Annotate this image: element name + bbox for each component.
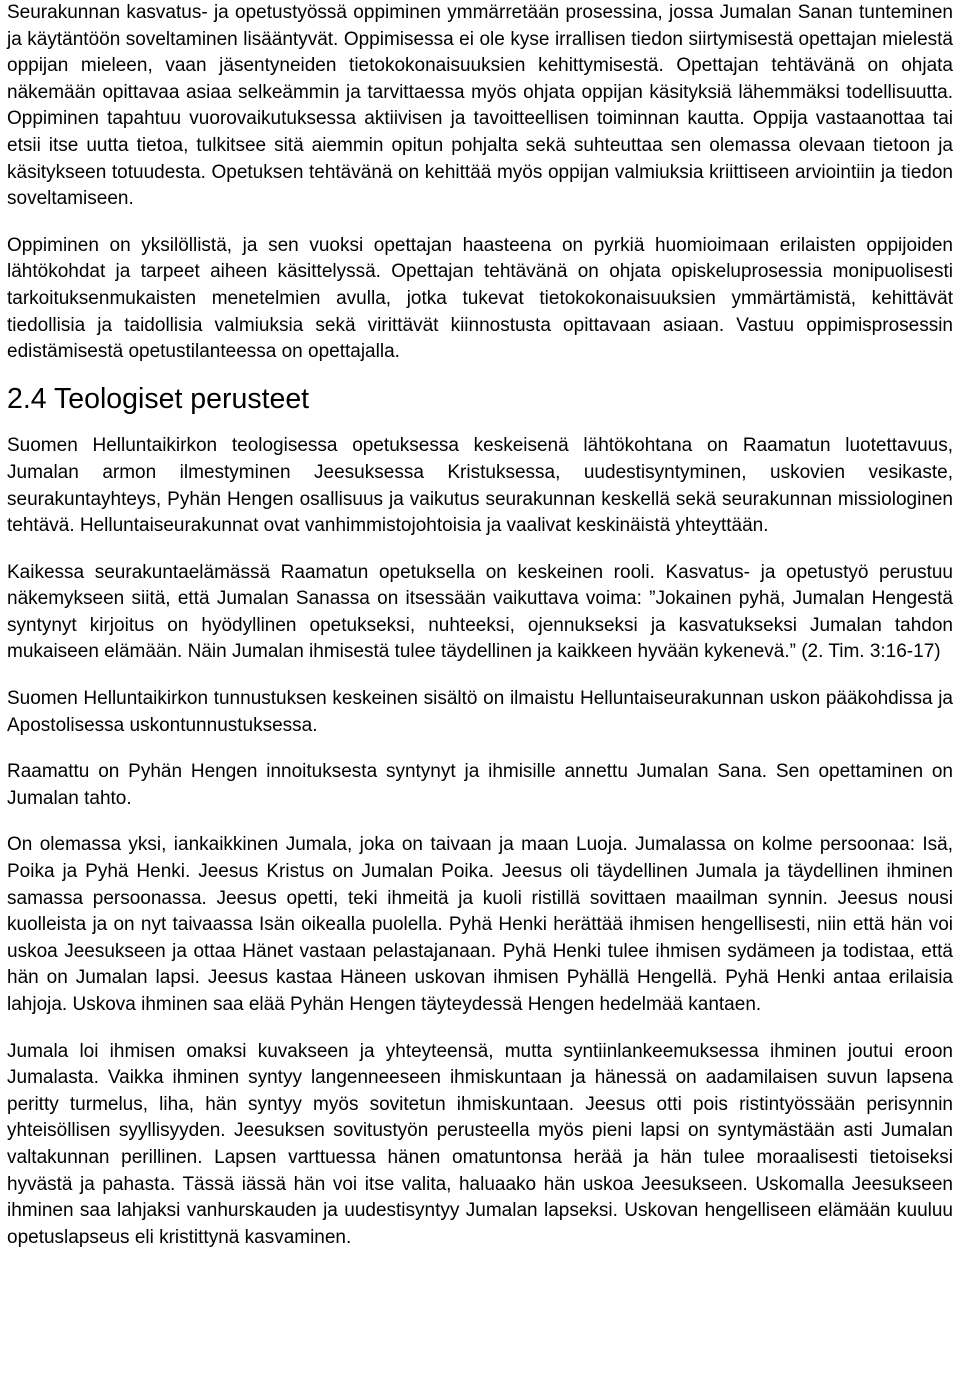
paragraph-individual-learning: Oppiminen on yksilöllistä, ja sen vuoksi opettajan haasteena on pyrkiä huomioimaan erilaisten oppijoiden lähtökohdat ja tarpeet aiheen käsittelyssä. Opettajan tehtävänä on ohjata opiskeluprosessia monipuolisesti tarkoituksenmukaisten menetelmien avulla, jotka tukevat tietokokonaisuuksien ymmärtämistä, kehittävät tiedollisia ja taidollisia valmiuksia sekä virittävät kiinnostusta opittavaan asiaan. Vastuu oppimisprosessin edistämisestä opetustilanteessa on opettajalla. [7,234,953,363]
paragraph-theological-teaching: Suomen Helluntaikirkon teologisessa opetuksessa keskeisenä lähtökohtana on Raamatun luotettavuus, Jumalan armon ilmestyminen Jeesuksessa Kristuksessa, uudestisyntyminen, uskovien vesikaste, seurakuntayhteys, Pyhän Hengen osallisuus ja vaikutus seurakunnan keskellä sekä seurakunnan missiologinen tehtävä. Helluntaiseurakunnat ovat vanhimmistojohtoisia ja vaalivat keskinäistä yhteyttään. [7,435,953,537]
paragraph-trinity: On olemassa yksi, iankaikkinen Jumala, joka on taivaan ja maan Luoja. Jumalassa on kolme persoonaa: Isä, Poika ja Pyhä Henki. Jeesus Kristus on Jumalan Poika. Jeesus oli täydellinen Jumala ja täydellinen ihminen samassa persoonassa. Jeesus opetti, teki ihmeitä ja kuoli ristillä sovittaen maailman synnin. Jeesus nousi kuolleista ja on nyt taivaassa Isän oikealla puolella. Pyhä Henki herättää ihmisen hengellisesti, niin että hän voi uskoa Jeesukseen ja ottaa Hänet vastaan pelastajanaan. Pyhä Henki tulee ihmisen sydämeen ja todistaa, että hän on Jumalan lapsi. Jeesus kastaa Häneen uskovan ihmisen Pyhällä Hengellä. Pyhä Henki antaa erilaisia lahjoja. Uskova ihminen saa elää Pyhän Hengen täyteydessä Hengen hedelmää kantaen. [7,834,953,1015]
paragraph-bible-word: Raamattu on Pyhän Hengen innoituksesta syntynyt ja ihmisille annettu Jumalan Sana. Sen opettaminen on Jumalan tahto. [7,761,953,809]
paragraph-creation-and-salvation: Jumala loi ihmisen omaksi kuvakseen ja yhteyteensä, mutta syntiinlankeemuksessa ihminen joutui eroon Jumalasta. Vaikka ihminen syntyy langenneeseen ihmiskuntaan ja hänessä on aadamilaisen suvun lapsena peritty turmelus, liha, hän syntyy myös sovitetun ihmiskuntaan. Jeesus otti pois ristintyössään perisynnin yhteisöllisen syyllisyyden. Jeesuksen sovitustyön perusteella myös pieni lapsi on syntymästään asti Jumalan valtakunnan perillinen. Lapsen varttuessa hänen omatuntonsa herää ja hän tulee moraalisesti tietoiseksi hyvästä ja pahasta. Tässä iässä hän voi itse valita, haluaako hän uskoa Jeesukseen. Uskomalla Jeesukseen ihminen saa lahjaksi vanhurskauden ja uudestisyntyy Jumalan lapseksi. Uskovan hengelliseen elämään kuuluu opetuslapseus eli kristittynä kasvaminen. [7,1040,953,1248]
section-heading-theological-foundations: 2.4 Teologiset perusteet [7,382,310,415]
paragraph-learning-process: Seurakunnan kasvatus- ja opetustyössä oppiminen ymmärretään prosessina, jossa Jumalan Sanan tunteminen ja käytäntöön soveltaminen lisääntyvät. Oppimisessa ei ole kyse irrallisen tiedon siirtymisestä opettajan mielestä oppijan mieleen, vaan jäsentyneiden tietokokonaisuuksien kehittymisestä. Opettajan tehtävänä on ohjata näkemään opittavaa asiaa selkeämmin ja tarvittaessa myös ohjata oppijan käsityksiä lähemmäksi todellisuutta. Oppiminen tapahtuu vuorovaikutuksessa aktiivisen ja tavoitteellisen toiminnan kautta. Oppija vastaanottaa tai etsii itse uutta tietoa, tulkitsee sitä aiemmin opitun pohjalta sekä suhteuttaa sen olemassa olevaan tietoon ja käsitykseen totuudesta. Opetuksen tehtävänä on kehittää myös oppijan valmiuksia kriittiseen arviointiin ja tiedon soveltamiseen. [7,2,953,210]
paragraph-bible-teaching: Kaikessa seurakuntaelämässä Raamatun opetuksella on keskeinen rooli. Kasvatus- ja opetustyö perustuu näkemykseen siitä, että Jumalan Sanassa on itsessään vaikuttava voima: ”Jokainen pyhä, Jumalan Hengestä syntynyt kirjoitus on hyödyllinen opetukseksi, nuhteeksi, ojennukseksi ja kasvatukseksi Jumalan tahdon mukaiseen elämään. Näin Jumalan ihmisestä tulee täydellinen ja kaikkeen hyvään kykenevä.” (2. Tim. 3:16-17) [7,561,953,663]
document-page [7,0,953,1271]
paragraph-confession: Suomen Helluntaikirkon tunnustuksen keskeinen sisältö on ilmaistu Helluntaiseurakunnan uskon pääkohdissa ja Apostolisessa uskontunnustuksessa. [7,688,953,736]
